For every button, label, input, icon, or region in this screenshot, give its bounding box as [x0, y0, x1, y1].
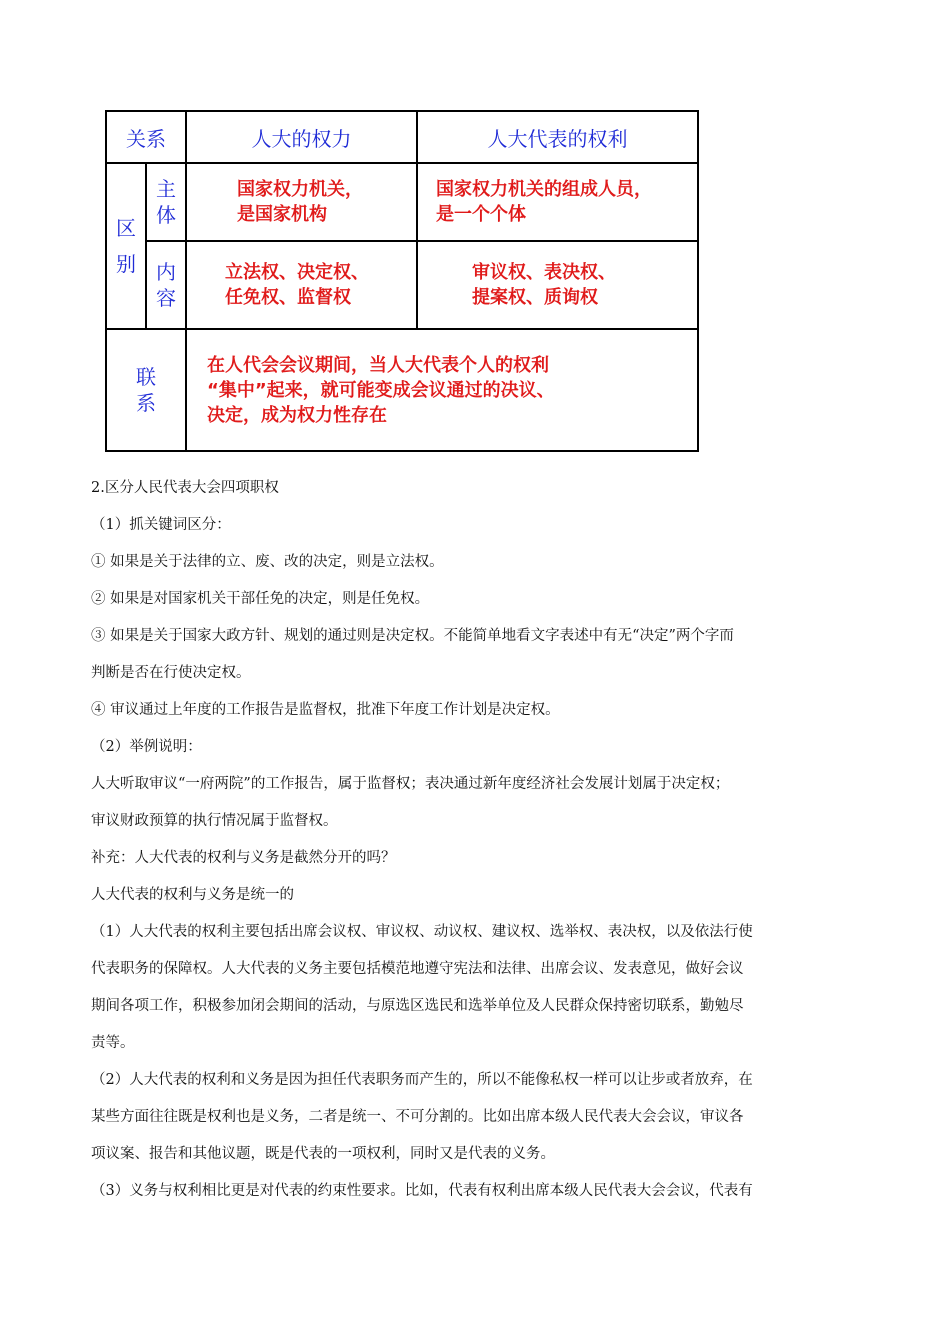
header-power: 人大的权力 [186, 111, 417, 163]
paragraph: 审议财政预算的执行情况属于监督权。 [91, 813, 338, 829]
content-right-cell: 审议权、表决权、 提案权、质询权 [417, 241, 698, 329]
subsection-2: （2）举例说明： [91, 739, 202, 755]
header-relation: 关系 [106, 111, 186, 163]
paragraph: （3）义务与权利相比更是对代表的约束性要求。比如，代表有权利出席本级人民代表大会会议，代表有 [91, 1183, 753, 1199]
paragraph: 判断是否在行使决定权。 [91, 665, 251, 681]
paragraph: 人大听取审议“一府两院”的工作报告，属于监督权；表决通过新年度经济社会发展计划属于决定权； [91, 776, 730, 792]
paragraph: 责等。 [91, 1035, 135, 1051]
section-title: 2.区分人民代表大会四项职权 [91, 480, 279, 496]
subject-label: 主 体 [146, 163, 186, 241]
paragraph: ② 如果是对国家机关干部任免的决定，则是任免权。 [91, 591, 430, 607]
paragraph: ③ 如果是关于国家大政方针、规划的通过则是决定权。不能简单地看文字表述中有无“决定”两个字而 [91, 628, 734, 644]
paragraph: （1）人大代表的权利主要包括出席会议权、审议权、动议权、建议权、选举权、表决权，以及依法行使 [91, 924, 753, 940]
paragraph: 期间各项工作，积极参加闭会期间的活动，与原选区选民和选举单位及人民群众保持密切联系，勤勉尽 [91, 998, 744, 1014]
subject-right-cell: 国家权力机关的组成人员， 是一个个体 [417, 163, 698, 241]
link-text-cell: 在人代会会议期间，当人大代表个人的权利 “集中”起来，就可能变成会议通过的决议、 决定，成为权力性存在 [186, 329, 698, 451]
diff-label: 区 别 [106, 163, 146, 329]
subject-power-cell: 国家权力机关， 是国家机构 [186, 163, 417, 241]
paragraph: （2）人大代表的权利和义务是因为担任代表职务而产生的，所以不能像私权一样可以让步或者放弃，在 [91, 1072, 753, 1088]
paragraph: 某些方面往往既是权利也是义务，二者是统一、不可分割的。比如出席本级人民代表大会会议，审议各 [91, 1109, 744, 1125]
comparison-table [105, 110, 699, 452]
paragraph: ④ 审议通过上年度的工作报告是监督权，批准下年度工作计划是决定权。 [91, 702, 560, 718]
header-right: 人大代表的权利 [417, 111, 698, 163]
paragraph: 人大代表的权利与义务是统一的 [91, 887, 294, 903]
supplement-question: 补充：人大代表的权利与义务是截然分开的吗？ [91, 850, 396, 866]
paragraph: 代表职务的保障权。人大代表的义务主要包括模范地遵守宪法和法律、出席会议、发表意见，做好会议 [91, 961, 744, 977]
paragraph: 项议案、报告和其他议题，既是代表的一项权利，同时又是代表的义务。 [91, 1146, 555, 1162]
content-power-cell: 立法权、决定权、 任免权、监督权 [186, 241, 417, 329]
link-label: 联 系 [106, 329, 186, 451]
content-label: 内 容 [146, 241, 186, 329]
body-text [91, 470, 859, 1210]
paragraph: ① 如果是关于法律的立、废、改的决定，则是立法权。 [91, 554, 444, 570]
subsection-1: （1）抓关键词区分： [91, 517, 231, 533]
